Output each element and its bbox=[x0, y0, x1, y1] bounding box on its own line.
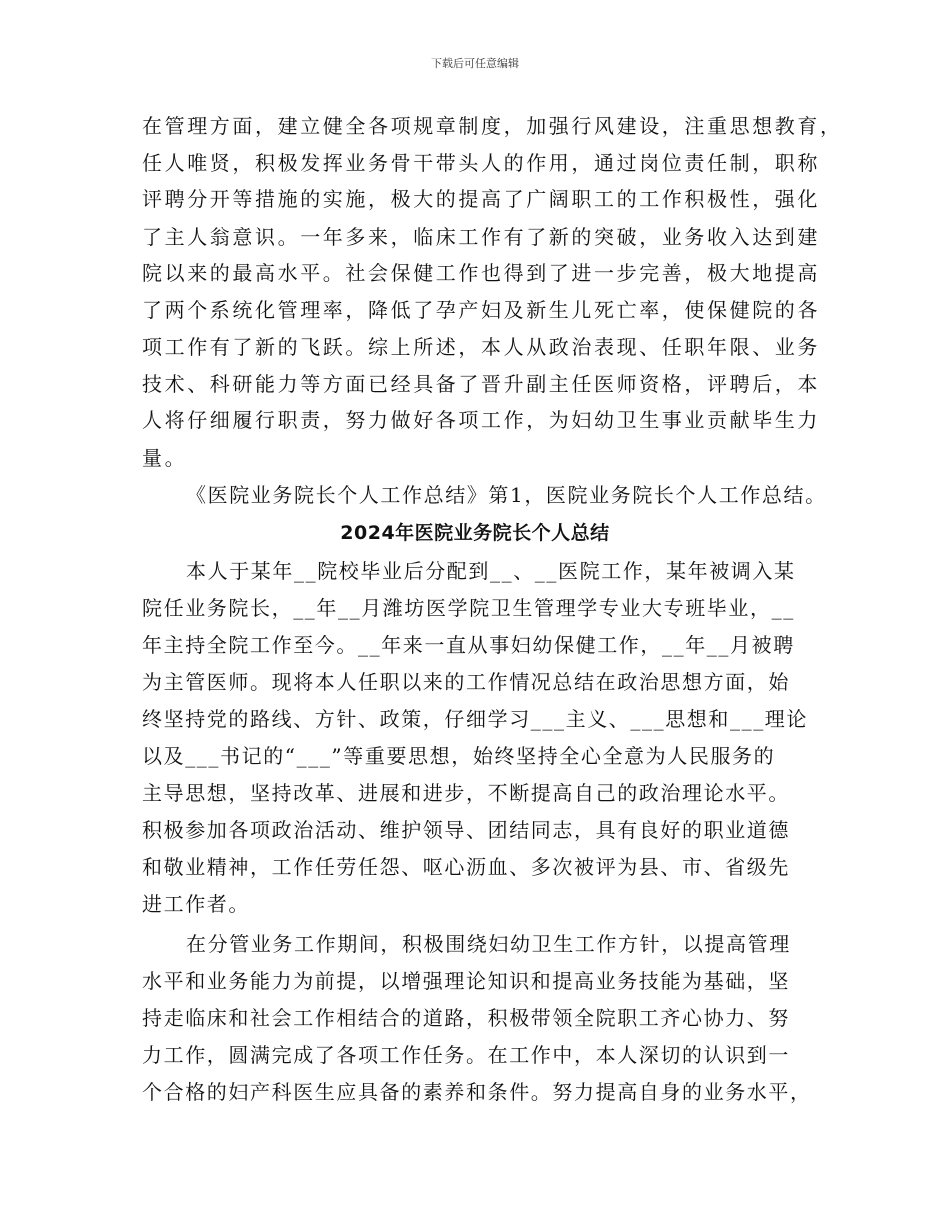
text-line: 任人唯贤，积极发挥业务骨干带头人的作用，通过岗位责任制，职称 bbox=[142, 151, 820, 175]
text-line: 为主管医师。现将本人任职以来的工作情况总结在政治思想方面，始 bbox=[142, 670, 790, 694]
text-line: 终坚持党的路线、方针、政策，仔细学习___主义、___思想和___理论 bbox=[142, 707, 808, 731]
text-line: 水平和业务能力为前提，以增强理论知识和提高业务技能为基础，坚 bbox=[142, 969, 790, 993]
text-line: 项工作有了新的飞跃。综上所述，本人从政治表现、任职年限、业务 bbox=[142, 335, 820, 359]
text-line: 院任业务院长，__年__月潍坊医学院卫生管理学专业大专班毕业，__ bbox=[142, 596, 795, 620]
text-line: 个合格的妇产科医生应具备的素养和条件。努力提高自身的业务水平， bbox=[142, 1080, 812, 1104]
header-note: 下载后可任意编辑 bbox=[431, 57, 519, 70]
section-title: 2024年医院业务院长个人总结 bbox=[340, 522, 610, 544]
text-line: 评聘分开等措施的实施，极大的提高了广阔职工的工作积极性，强化 bbox=[142, 187, 820, 211]
text-line: 持走临床和社会工作相结合的道路，积极带领全院职工齐心协力、努 bbox=[142, 1006, 790, 1030]
text-line: 力工作，圆满完成了各项工作任务。在工作中，本人深切的认识到一 bbox=[142, 1043, 790, 1067]
text-line: 年主持全院工作至今。__年来一直从事妇幼保健工作，__年__月被聘 bbox=[142, 633, 795, 657]
text-line: 技术、科研能力等方面已经具备了晋升副主任医师资格，评聘后，本 bbox=[142, 372, 820, 396]
text-line: 进工作者。 bbox=[142, 892, 250, 916]
text-line: 人将仔细履行职责，努力做好各项工作，为妇幼卫生事业贡献毕生力 bbox=[142, 408, 820, 432]
text-line: 在分管业务工作期间，积极围绕妇幼卫生工作方针，以提高管理 bbox=[186, 932, 791, 956]
text-line: 积极参加各项政治活动、维护领导、团结同志，具有良好的职业道德 bbox=[142, 818, 790, 842]
text-line: 院以来的最高水平。社会保健工作也得到了进一步完善，极大地提高 bbox=[142, 261, 820, 285]
text-line: 了主人翁意识。一年多来，临床工作有了新的突破，业务收入达到建 bbox=[142, 225, 820, 249]
text-line: 主导思想，坚持改革、进展和进步，不断提高自己的政治理论水平。 bbox=[142, 781, 790, 805]
text-line: 和敬业精神，工作任劳任怨、呕心沥血、多次被评为县、市、省级先 bbox=[142, 855, 790, 879]
text-line: 了两个系统化管理率，降低了孕产妇及新生儿死亡率，使保健院的各 bbox=[142, 298, 820, 322]
text-line: 在管理方面，建立健全各项规章制度，加强行风建设，注重思想教育， bbox=[142, 114, 843, 138]
article-reference: 《医院业务院长个人工作总结》第1，医院业务院长个人工作总结。 bbox=[186, 483, 827, 507]
text-line: 本人于某年__院校毕业后分配到__、__医院工作，某年被调入某 bbox=[186, 559, 796, 583]
text-line: 量。 bbox=[142, 446, 188, 470]
text-line: 以及___书记的“___”等重要思想，始终坚持全心全意为人民服务的 bbox=[142, 744, 776, 768]
